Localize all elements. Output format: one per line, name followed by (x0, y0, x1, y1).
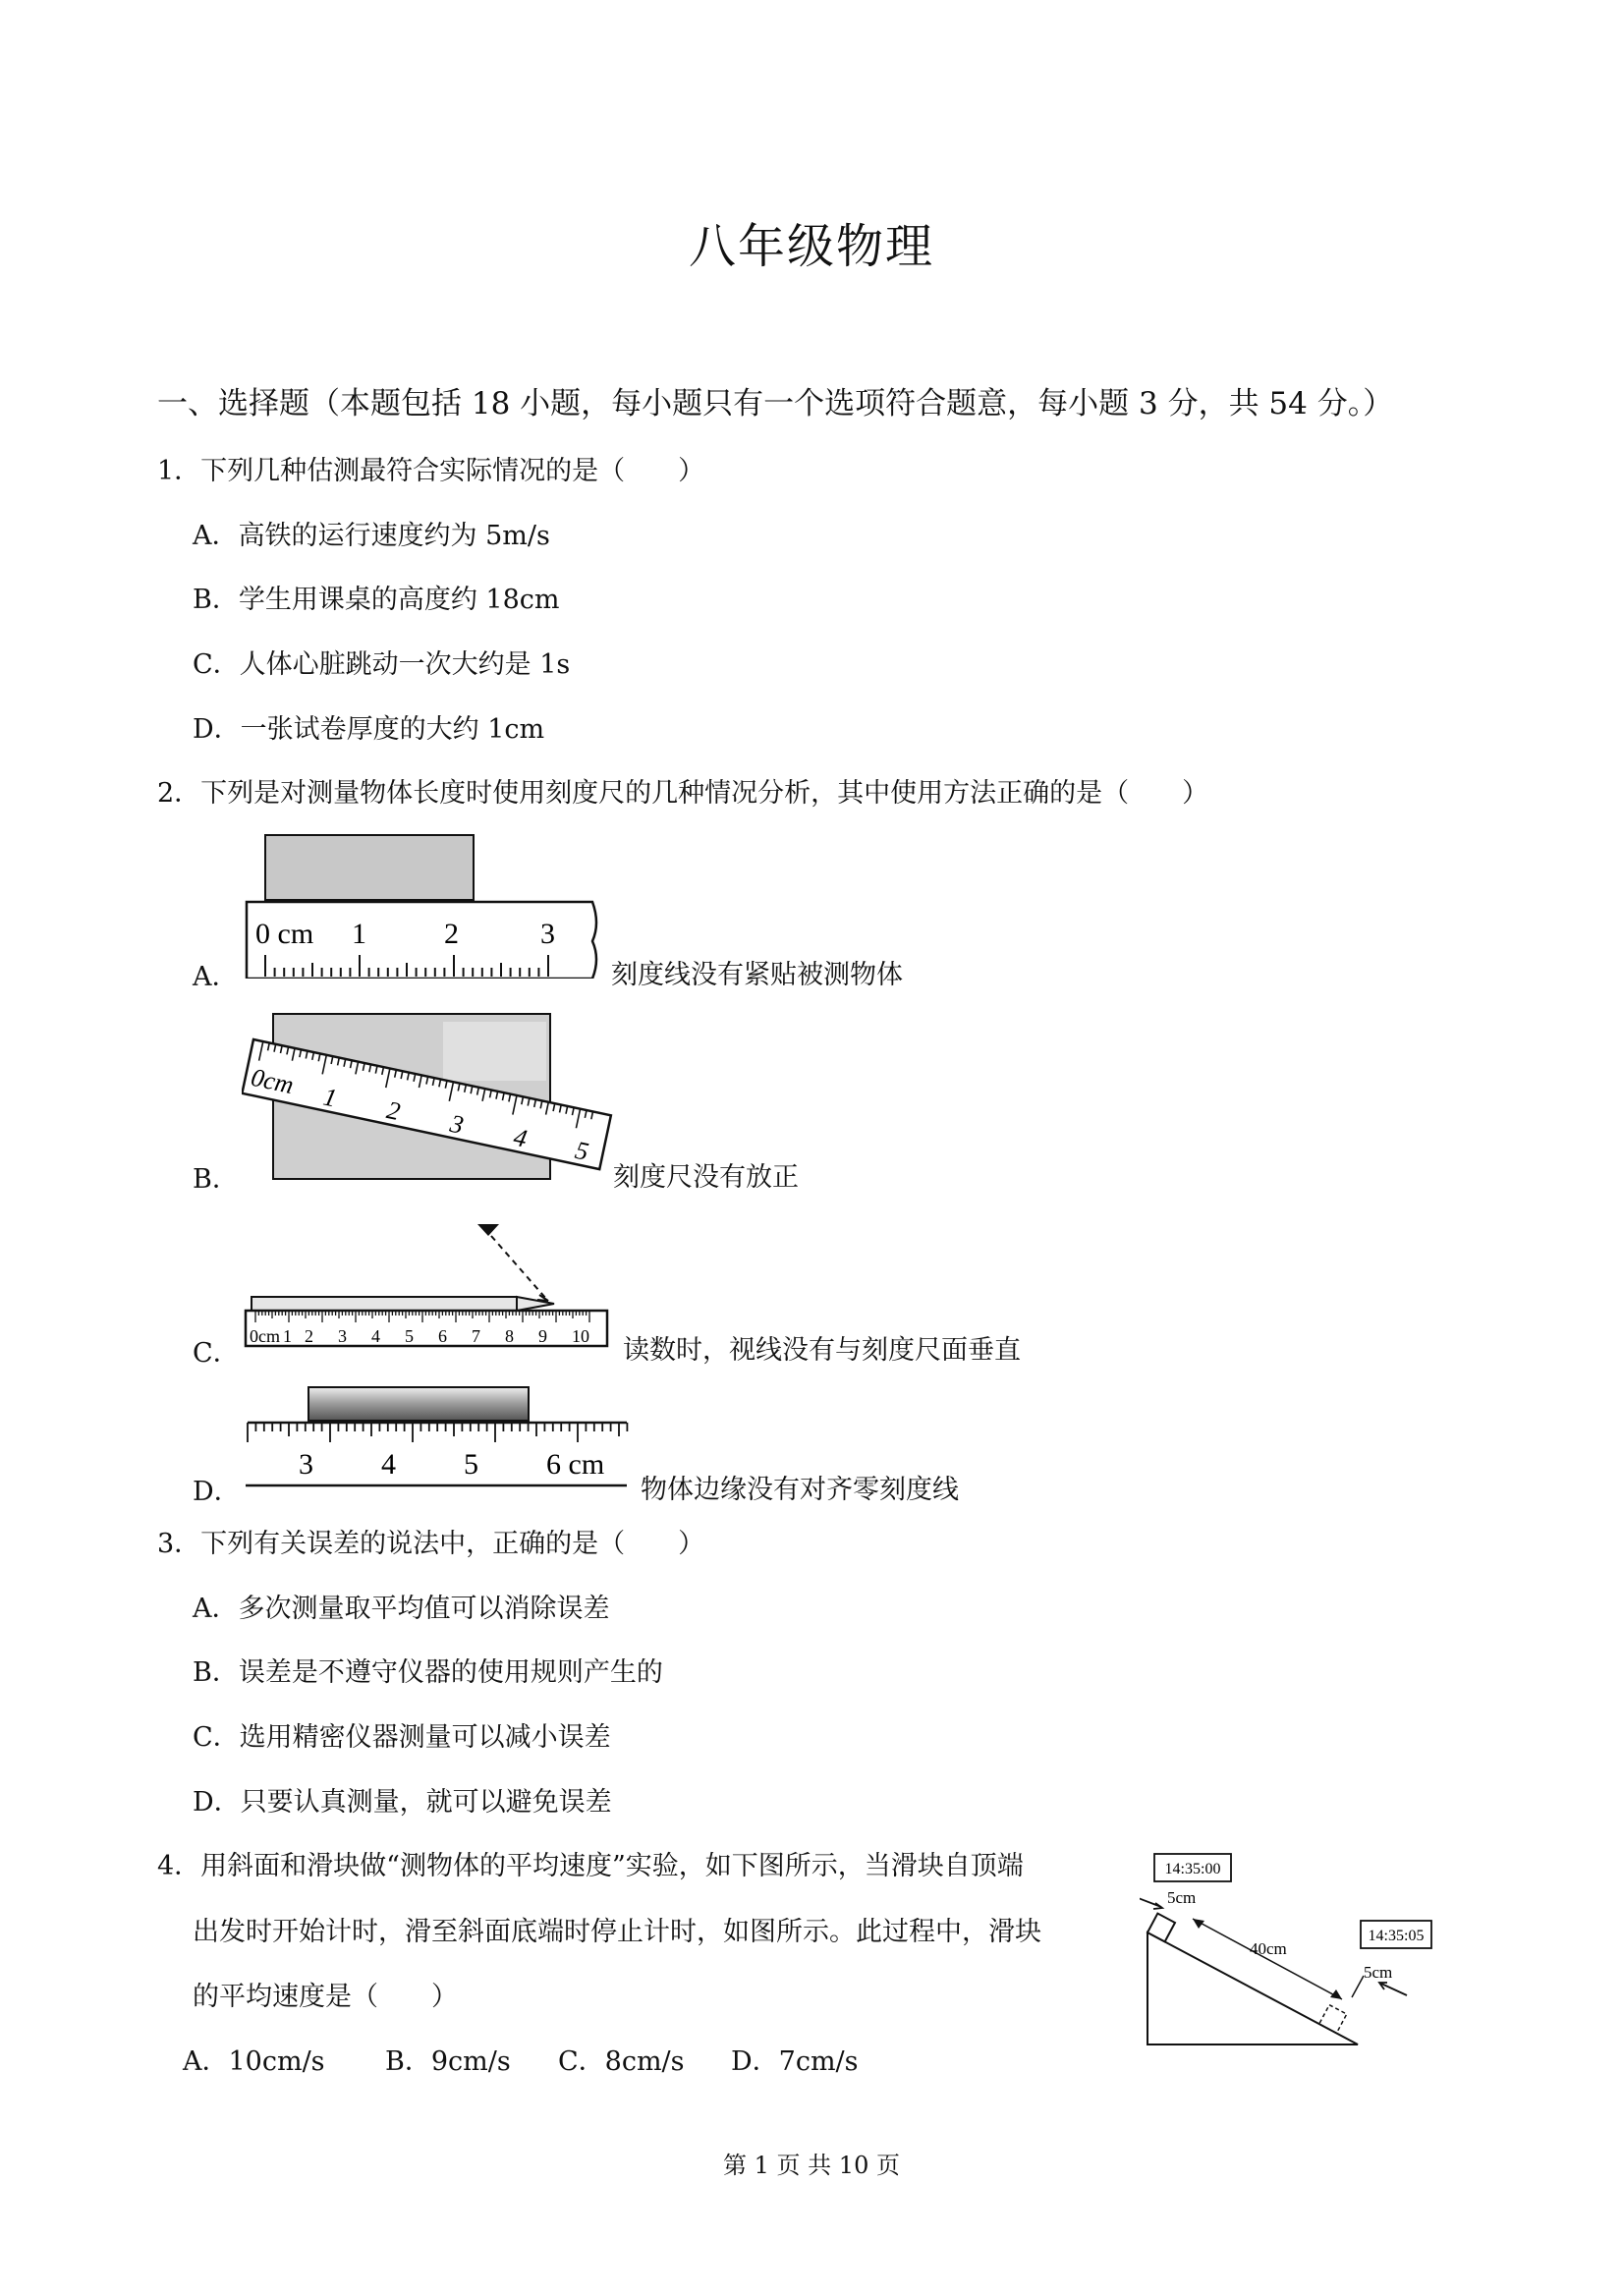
ruler-c-label-5: 5 (405, 1326, 414, 1346)
ruler-b-label-3: 3 (447, 1108, 467, 1140)
question-1-stem: 1．下列几种估测最符合实际情况的是（ ） (157, 456, 705, 486)
ruler-b-label-5: 5 (572, 1135, 591, 1167)
ruler-c-label-6: 6 (438, 1326, 447, 1346)
ruler-b-label-1: 1 (320, 1082, 340, 1113)
question-4-stem-line-3: 的平均速度是（ ） (193, 1982, 458, 2012)
ruler-c-label-4: 4 (371, 1326, 380, 1346)
question-4-stem-line-2: 出发时开始计时，滑至斜面底端时停止计时，如图所示。此过程中，滑块 (193, 1917, 1041, 1947)
question-4-option-b: B．9cm/s (385, 2046, 511, 2077)
end-time: 14:35:05 (1368, 1928, 1425, 1944)
ruler-b-label-0: 0cm (249, 1062, 297, 1100)
question-2-option-d-letter: D． (193, 1477, 241, 1507)
question-4-option-d: D．7cm/s (731, 2046, 859, 2077)
ruler-d-label-2: 5 (464, 1448, 478, 1481)
question-3-option-d: D．只要认真测量，就可以避免误差 (193, 1787, 612, 1818)
ruler-a-label-1: 1 (352, 918, 366, 950)
eye-icon (477, 1224, 499, 1236)
ruler-c-label-7: 7 (472, 1326, 480, 1346)
question-4-stem-line-1: 4．用斜面和滑块做“测物体的平均速度”实验，如下图所示，当滑块自顶端 (157, 1851, 1024, 1881)
ruler-a-label-0: 0 cm (255, 918, 314, 950)
question-2-option-b-letter: B． (193, 1164, 239, 1195)
question-2-option-c-letter: C． (193, 1338, 240, 1369)
ruler-c-label-3: 3 (338, 1326, 347, 1346)
question-2-option-d-figure (242, 1383, 635, 1501)
distance-label: 40cm (1250, 1939, 1287, 1958)
question-4-option-c: C．8cm/s (558, 2046, 685, 2077)
ruler-c-label-9: 9 (538, 1326, 547, 1346)
question-4-option-a: A．10cm/s (183, 2046, 325, 2077)
page-title: 八年级物理 (688, 219, 934, 274)
bottom-block-label: 5cm (1364, 1963, 1393, 1982)
ruler-c-label-0: 0cm (250, 1326, 280, 1346)
page-footer: 第 1 页 共 10 页 (723, 2152, 900, 2179)
question-2-option-c-figure (242, 1222, 615, 1350)
question-1-option-b: B．学生用课桌的高度约 18cm (193, 585, 560, 615)
question-2-option-c-text: 读数时，视线没有与刻度尺面垂直 (623, 1335, 1021, 1366)
ruler-c-label-8: 8 (505, 1326, 514, 1346)
question-2-option-b-figure (242, 1012, 615, 1189)
question-3-option-b: B．误差是不遵守仪器的使用规则产生的 (193, 1657, 663, 1688)
ruler-a-label-3: 3 (540, 918, 555, 950)
question-2-stem: 2．下列是对测量物体长度时使用刻度尺的几种情况分析，其中使用方法正确的是（ ） (157, 778, 1209, 809)
ruler-d-label-3: 6 cm (546, 1448, 605, 1481)
ruler-d-label-0: 3 (299, 1448, 313, 1481)
ruler-c-label-1: 1 (283, 1326, 292, 1346)
question-1-option-d: D．一张试卷厚度的大约 1cm (193, 714, 545, 745)
question-1-option-a: A．高铁的运行速度约为 5m/s (193, 521, 550, 551)
question-2-option-a-figure (244, 833, 607, 979)
ruler-c-label-2: 2 (305, 1326, 313, 1346)
question-2-option-b-text: 刻度尺没有放正 (613, 1162, 799, 1193)
start-time: 14:35:00 (1164, 1861, 1221, 1877)
question-3-option-a: A．多次测量取平均值可以消除误差 (193, 1594, 610, 1624)
question-2-option-a-text: 刻度线没有紧贴被测物体 (611, 960, 903, 990)
question-2-option-a-letter: A． (193, 962, 239, 992)
section-heading: 一、选择题（本题包括 18 小题，每小题只有一个选项符合题意，每小题 3 分，共 54 分。） (157, 386, 1394, 421)
ruler-b-label-2: 2 (384, 1095, 403, 1127)
ruler-d-label-1: 4 (381, 1448, 396, 1481)
question-1-option-c: C．人体心脏跳动一次大约是 1s (193, 649, 571, 680)
ruler-c-label-10: 10 (572, 1326, 589, 1346)
top-block-label: 5cm (1167, 1888, 1197, 1907)
ruler-b-label-4: 4 (511, 1122, 530, 1153)
question-2-option-d-text: 物体边缘没有对齐零刻度线 (641, 1475, 959, 1505)
question-3-option-c: C．选用精密仪器测量可以减小误差 (193, 1722, 611, 1753)
ruler-a-label-2: 2 (444, 918, 459, 950)
question-4-incline-figure (1140, 1852, 1434, 2053)
question-3-stem: 3．下列有关误差的说法中，正确的是（ ） (157, 1529, 705, 1559)
